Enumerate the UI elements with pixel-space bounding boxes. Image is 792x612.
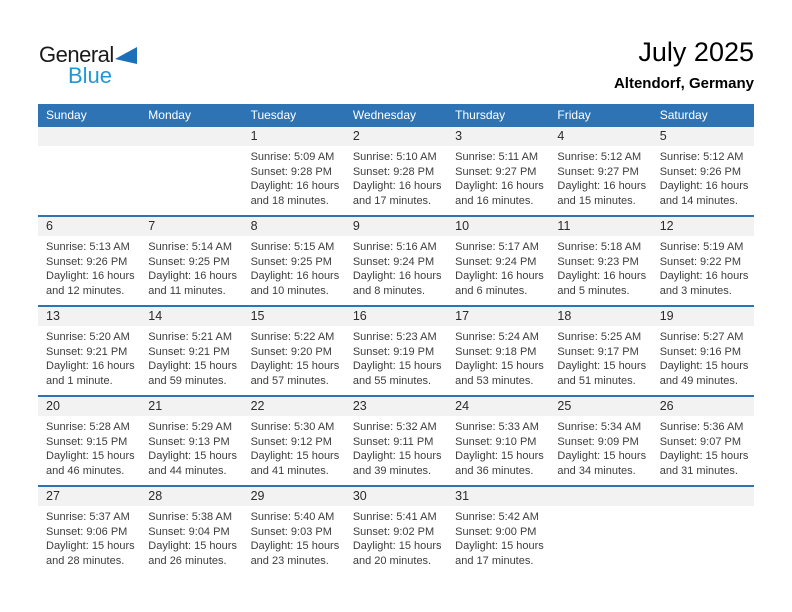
sunset-text: Sunset: 9:24 PM [352,255,435,268]
sunrise-text: Sunrise: 5:14 AM [148,241,233,253]
day-number: 2 [345,127,447,146]
day-cell-1 [243,127,345,215]
day-number: 25 [549,397,651,416]
week-row-5 [38,485,754,575]
daylight-text-line2: and 44 minutes. [148,464,227,477]
sunset-text: Sunset: 9:13 PM [148,435,230,448]
week-row-4 [38,395,754,485]
day-cell-empty [38,127,140,215]
daylight-text-line1: Daylight: 15 hours [455,450,544,463]
daylight-text-line1: Daylight: 16 hours [557,270,647,283]
sunrise-text: Sunrise: 5:27 AM [659,331,744,343]
daylight-text-line2: and 26 minutes. [148,554,227,567]
day-details [38,416,140,478]
daylight-text-line2: and 23 minutes. [250,554,329,567]
sunset-text: Sunset: 9:26 PM [659,165,742,178]
day-number: 26 [652,397,754,416]
day-details [652,326,754,388]
daylight-text-line2: and 51 minutes. [557,374,636,387]
day-number: 11 [549,217,651,236]
daylight-text-line1: Daylight: 15 hours [148,360,237,373]
daylight-text-line2: and 55 minutes. [352,374,432,387]
day-details [447,146,549,208]
sunrise-text: Sunrise: 5:12 AM [659,151,744,163]
page-title: July 2025 [638,37,754,67]
daylight-text-line1: Daylight: 16 hours [148,270,237,283]
day-details [652,146,754,208]
daylight-text-line2: and 18 minutes. [250,194,329,207]
day-details [140,506,242,568]
day-cell-empty [140,127,242,215]
sunrise-text: Sunrise: 5:33 AM [455,421,539,433]
daylight-text-line2: and 28 minutes. [46,554,125,567]
daylight-text-line2: and 49 minutes. [659,374,738,387]
daylight-text-line1: Daylight: 16 hours [455,270,544,283]
daylight-text-line2: and 39 minutes. [352,464,432,477]
sunrise-text: Sunrise: 5:18 AM [557,241,642,253]
day-cell-5 [652,127,754,215]
day-number: 10 [447,217,549,236]
day-number: 5 [652,127,754,146]
daylight-text-line1: Daylight: 15 hours [148,540,237,553]
daylight-text-line1: Daylight: 15 hours [557,450,647,463]
daylight-text-line1: Daylight: 15 hours [46,450,135,463]
daylight-text-line1: Daylight: 15 hours [659,360,749,373]
sunrise-text: Sunrise: 5:15 AM [250,241,335,253]
day-number: 30 [345,487,447,506]
day-number: 19 [652,307,754,326]
day-number: 18 [549,307,651,326]
daylight-text-line2: and 8 minutes. [352,284,425,297]
day-number: 7 [140,217,242,236]
day-details [549,326,651,388]
day-cell-empty [549,487,651,575]
day-cell-30 [345,487,447,575]
day-cell-empty [652,487,754,575]
daylight-text-line1: Daylight: 16 hours [557,180,647,193]
sunset-text: Sunset: 9:28 PM [250,165,332,178]
day-details [38,326,140,388]
daylight-text-line2: and 20 minutes. [352,554,432,567]
general-blue-logo [39,44,137,87]
daylight-text-line2: and 46 minutes. [46,464,125,477]
weekday-monday: Monday [148,107,191,122]
sunset-text: Sunset: 9:25 PM [250,255,332,268]
sunrise-text: Sunrise: 5:19 AM [659,241,744,253]
daylight-text-line1: Daylight: 15 hours [352,360,442,373]
day-cell-2 [345,127,447,215]
sunset-text: Sunset: 9:07 PM [659,435,742,448]
daylight-text-line2: and 41 minutes. [250,464,329,477]
daylight-text-line2: and 53 minutes. [455,374,534,387]
calendar-table [38,104,754,575]
day-cell-22 [243,397,345,485]
sunrise-text: Sunrise: 5:20 AM [46,331,130,343]
sunset-text: Sunset: 9:17 PM [557,345,639,358]
day-cell-15 [243,307,345,395]
sunrise-text: Sunrise: 5:29 AM [148,421,233,433]
day-details [447,326,549,388]
sunset-text: Sunset: 9:11 PM [352,435,434,448]
day-number: 13 [38,307,140,326]
day-number: 6 [38,217,140,236]
day-cell-28 [140,487,242,575]
daylight-text-line2: and 36 minutes. [455,464,534,477]
day-cell-6 [38,217,140,305]
sunset-text: Sunset: 9:06 PM [46,525,128,538]
sunset-text: Sunset: 9:27 PM [557,165,639,178]
weekday-saturday: Saturday [659,107,708,122]
daylight-text-line1: Daylight: 16 hours [455,180,544,193]
daylight-text-line1: Daylight: 16 hours [46,270,135,283]
day-cell-14 [140,307,242,395]
sunrise-text: Sunrise: 5:17 AM [455,241,539,253]
week-row-1 [38,125,754,215]
sunset-text: Sunset: 9:16 PM [659,345,742,358]
sunrise-text: Sunrise: 5:41 AM [352,511,437,523]
day-details [345,326,447,388]
daylight-text-line2: and 59 minutes. [148,374,227,387]
daylight-text-line2: and 1 minute. [46,374,113,387]
daylight-text-line1: Daylight: 16 hours [250,270,340,283]
day-cell-8 [243,217,345,305]
sunset-text: Sunset: 9:02 PM [352,525,435,538]
sunrise-text: Sunrise: 5:30 AM [250,421,335,433]
day-cell-29 [243,487,345,575]
sunset-text: Sunset: 9:18 PM [455,345,537,358]
daylight-text-line1: Daylight: 15 hours [352,540,442,553]
daylight-text-line1: Daylight: 16 hours [352,270,442,283]
week-row-3 [38,305,754,395]
weekday-friday: Friday [557,107,591,122]
day-number: 31 [447,487,549,506]
day-cell-21 [140,397,242,485]
sunrise-text: Sunrise: 5:21 AM [148,331,233,343]
daylight-text-line1: Daylight: 16 hours [250,180,340,193]
sunrise-text: Sunrise: 5:24 AM [455,331,539,343]
daylight-text-line2: and 12 minutes. [46,284,125,297]
day-number: 23 [345,397,447,416]
day-cell-10 [447,217,549,305]
daylight-text-line2: and 14 minutes. [659,194,738,207]
day-number [652,487,754,506]
day-cell-13 [38,307,140,395]
day-cell-11 [549,217,651,305]
sunrise-text: Sunrise: 5:12 AM [557,151,642,163]
day-details [140,236,242,298]
sunset-text: Sunset: 9:21 PM [148,345,230,358]
day-number: 27 [38,487,140,506]
day-number: 8 [243,217,345,236]
daylight-text-line2: and 31 minutes. [659,464,738,477]
daylight-text-line1: Daylight: 15 hours [352,450,442,463]
daylight-text-line1: Daylight: 15 hours [148,450,237,463]
day-details [345,506,447,568]
day-number: 1 [243,127,345,146]
day-details [140,326,242,388]
day-cell-27 [38,487,140,575]
day-details [243,416,345,478]
daylight-text-line1: Daylight: 16 hours [352,180,442,193]
sunrise-text: Sunrise: 5:36 AM [659,421,744,433]
day-number: 21 [140,397,242,416]
day-cell-24 [447,397,549,485]
day-details [243,146,345,208]
daylight-text-line1: Daylight: 15 hours [250,450,340,463]
day-number: 3 [447,127,549,146]
daylight-text-line1: Daylight: 16 hours [659,180,749,193]
daylight-text-line2: and 34 minutes. [557,464,636,477]
day-details [345,146,447,208]
sunset-text: Sunset: 9:12 PM [250,435,332,448]
sunset-text: Sunset: 9:20 PM [250,345,332,358]
sunrise-text: Sunrise: 5:09 AM [250,151,335,163]
sunset-text: Sunset: 9:15 PM [46,435,128,448]
sunset-text: Sunset: 9:09 PM [557,435,639,448]
day-number [38,127,140,146]
day-cell-3 [447,127,549,215]
sunrise-text: Sunrise: 5:40 AM [250,511,335,523]
weekday-sunday: Sunday [46,107,87,122]
day-number: 24 [447,397,549,416]
sunrise-text: Sunrise: 5:34 AM [557,421,642,433]
day-cell-17 [447,307,549,395]
sunset-text: Sunset: 9:24 PM [455,255,537,268]
daylight-text-line1: Daylight: 15 hours [250,540,340,553]
sunrise-text: Sunrise: 5:10 AM [352,151,437,163]
sunset-text: Sunset: 9:26 PM [46,255,128,268]
sunrise-text: Sunrise: 5:32 AM [352,421,437,433]
day-details [447,236,549,298]
day-details [38,506,140,568]
sunrise-text: Sunrise: 5:16 AM [352,241,437,253]
day-cell-18 [549,307,651,395]
day-details [140,416,242,478]
weekday-wednesday: Wednesday [352,107,416,122]
day-cell-12 [652,217,754,305]
sunrise-text: Sunrise: 5:38 AM [148,511,233,523]
logo-text-general: General [39,42,114,67]
weekday-thursday: Thursday [455,107,506,122]
sunset-text: Sunset: 9:21 PM [46,345,128,358]
day-cell-23 [345,397,447,485]
day-details [243,506,345,568]
daylight-text-line1: Daylight: 16 hours [46,360,135,373]
day-number: 16 [345,307,447,326]
sunset-text: Sunset: 9:10 PM [455,435,537,448]
day-details [549,146,651,208]
daylight-text-line2: and 3 minutes. [659,284,732,297]
daylight-text-line1: Daylight: 15 hours [250,360,340,373]
sunrise-text: Sunrise: 5:23 AM [352,331,437,343]
day-details [243,236,345,298]
sunset-text: Sunset: 9:25 PM [148,255,230,268]
daylight-text-line1: Daylight: 15 hours [455,540,544,553]
day-number: 22 [243,397,345,416]
logo-triangle-icon [115,47,137,69]
day-number [140,127,242,146]
day-number: 28 [140,487,242,506]
day-cell-31 [447,487,549,575]
daylight-text-line1: Daylight: 15 hours [557,360,647,373]
daylight-text-line2: and 5 minutes. [557,284,630,297]
calendar-weeks [38,125,754,575]
daylight-text-line1: Daylight: 15 hours [46,540,135,553]
sunrise-text: Sunrise: 5:25 AM [557,331,642,343]
day-number: 15 [243,307,345,326]
daylight-text-line2: and 10 minutes. [250,284,329,297]
sunrise-text: Sunrise: 5:37 AM [46,511,130,523]
sunset-text: Sunset: 9:22 PM [659,255,742,268]
day-details [652,236,754,298]
day-details [447,416,549,478]
daylight-text-line2: and 57 minutes. [250,374,329,387]
location-subtitle: Altendorf, Germany [613,75,754,92]
sunset-text: Sunset: 9:04 PM [148,525,230,538]
title-block [614,36,754,92]
day-number: 14 [140,307,242,326]
sunrise-text: Sunrise: 5:28 AM [46,421,130,433]
sunset-text: Sunset: 9:23 PM [557,255,639,268]
sunset-text: Sunset: 9:28 PM [352,165,435,178]
day-details [38,236,140,298]
day-number: 12 [652,217,754,236]
sunset-text: Sunset: 9:03 PM [250,525,332,538]
daylight-text-line2: and 6 minutes. [455,284,528,297]
day-cell-25 [549,397,651,485]
day-number: 4 [549,127,651,146]
day-details [345,236,447,298]
weekday-header-row [38,104,754,125]
day-number: 17 [447,307,549,326]
daylight-text-line2: and 17 minutes. [352,194,432,207]
day-cell-26 [652,397,754,485]
day-cell-9 [345,217,447,305]
weekday-tuesday: Tuesday [250,107,297,122]
day-cell-19 [652,307,754,395]
week-row-2 [38,215,754,305]
day-details [447,506,549,568]
daylight-text-line2: and 15 minutes. [557,194,636,207]
day-number: 9 [345,217,447,236]
day-number: 20 [38,397,140,416]
daylight-text-line2: and 17 minutes. [455,554,534,567]
logo-text-blue: Blue [68,63,113,88]
day-details [345,416,447,478]
day-details [243,326,345,388]
daylight-text-line1: Daylight: 15 hours [659,450,749,463]
sunset-text: Sunset: 9:00 PM [455,525,537,538]
sunset-text: Sunset: 9:19 PM [352,345,435,358]
sunrise-text: Sunrise: 5:11 AM [455,151,539,163]
day-details [549,416,651,478]
daylight-text-line1: Daylight: 15 hours [455,360,544,373]
daylight-text-line2: and 11 minutes. [148,284,226,297]
day-number [549,487,651,506]
day-cell-20 [38,397,140,485]
sunset-text: Sunset: 9:27 PM [455,165,537,178]
day-details [652,416,754,478]
day-cell-4 [549,127,651,215]
daylight-text-line2: and 16 minutes. [455,194,534,207]
day-cell-7 [140,217,242,305]
sunrise-text: Sunrise: 5:22 AM [250,331,335,343]
sunrise-text: Sunrise: 5:13 AM [46,241,130,253]
day-number: 29 [243,487,345,506]
sunrise-text: Sunrise: 5:42 AM [455,511,539,523]
day-cell-16 [345,307,447,395]
day-details [549,236,651,298]
daylight-text-line1: Daylight: 16 hours [659,270,749,283]
